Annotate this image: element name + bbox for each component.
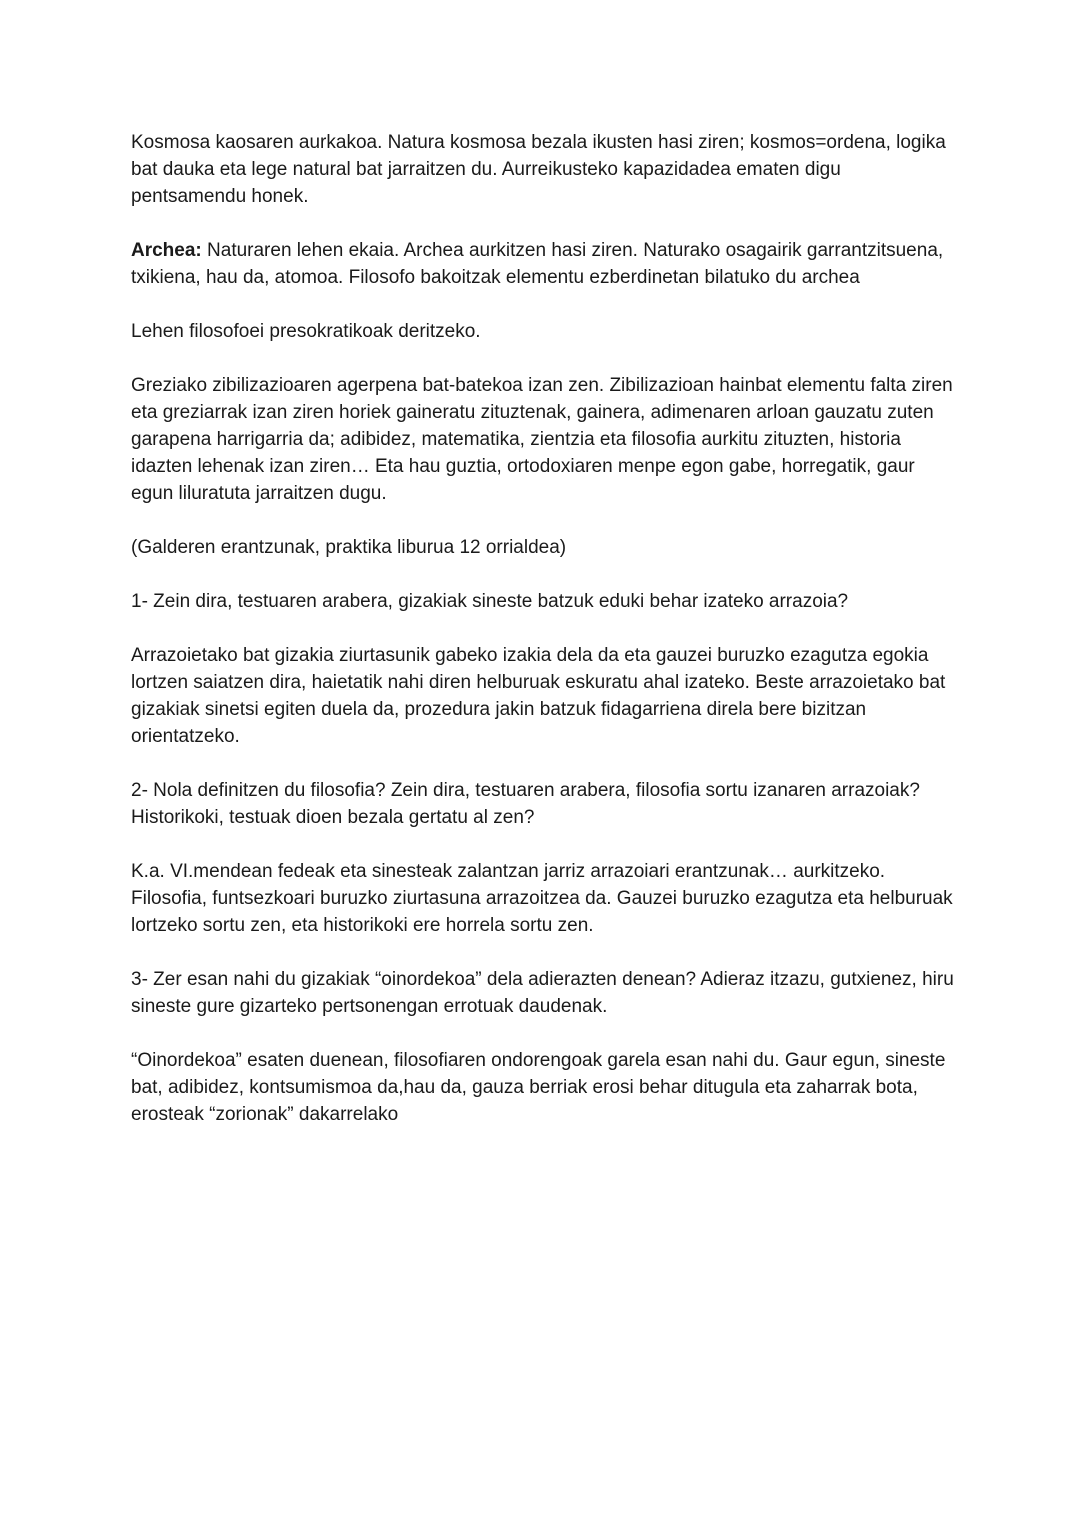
document-body [131, 129, 961, 1155]
paragraph-greziako-zibilizazioa: Greziako zibilizazioaren agerpena bat-batekoa izan zen. Zibilizazioan hainbat elementu falta ziren eta greziarrak izan ziren horiek gaineratu zituztenak, gainera, adimenaren arloan gauzatu zuten garapena harrigarria da; adibidez, matematika, zientzia eta filosofia aurkitu zituzten, historia idazten lehenak izan ziren… Eta hau guztia, ortodoxiaren menpe egon gabe, horregatik, gaur egun liluratuta jarraitzen dugu. [131, 375, 953, 504]
paragraph-archea-text: Naturaren lehen ekaia. Archea aurkitzen hasi ziren. Naturako osagairik garrantzitsuena, txikiena, hau da, atomoa. Filosofo bakoitzak elementu ezberdinetan bilatuko du archea [131, 240, 944, 288]
paragraph-galderen-erantzunak: (Galderen erantzunak, praktika liburua 12 orrialdea) [131, 537, 567, 558]
paragraph-presokratikoak: Lehen filosofoei presokratikoak deritzeko. [131, 321, 481, 342]
answer-3: “Oinordekoa” esaten duenean, filosofiaren ondorengoak garela esan nahi du. Gaur egun, sineste bat, adibidez, kontsumismoa da,hau da, gauza berriak erosi behar ditugula eta zaharrak bota, erosteak “zorionak” dakarrelako [131, 1050, 946, 1125]
question-3: 3- Zer esan nahi du gizakiak “oinordekoa” dela adierazten denean? Adieraz itzazu, gutxienez, hiru sineste gure gizarteko pertsonengan errotuak daudenak. [131, 969, 954, 1017]
term-archea: Archea: [131, 240, 202, 261]
answer-1: Arrazoietako bat gizakia ziurtasunik gabeko izakia dela da eta gauzei buruzko ezagutza egokia lortzen saiatzen dira, haietatik nahi diren helburuak eskuratu ahal izateko. Beste arrazoietako bat gizakiak sinetsi egiten duela da, prozedura jakin batzuk fidagarriena direla bere bizitzan orientatzeko. [131, 645, 946, 747]
paragraph-archea [131, 237, 961, 291]
question-1: 1- Zein dira, testuaren arabera, gizakiak sineste batzuk eduki behar izateko arrazoia? [131, 591, 849, 612]
answer-2: K.a. VI.mendean fedeak eta sinesteak zalantzan jarriz arrazoiari erantzunak… aurkitzeko. Filosofia, funtsezkoari buruzko ziurtasuna arrazoitzea da. Gauzei buruzko ezagutza eta helburuak lortzeko sortu zen, eta historikoki ere horrela sortu zen. [131, 861, 953, 936]
question-2: 2- Nola definitzen du filosofia? Zein dira, testuaren arabera, filosofia sortu izanaren arrazoiak? Historikoki, testuak dioen bezala gertatu al zen? [131, 780, 920, 828]
paragraph-kosmosa: Kosmosa kaosaren aurkakoa. Natura kosmosa bezala ikusten hasi ziren; kosmos=ordena, logika bat dauka eta lege natural bat jarraitzen du. Aurreikusteko kapazidadea ematen digu pentsamendu honek. [131, 132, 946, 207]
